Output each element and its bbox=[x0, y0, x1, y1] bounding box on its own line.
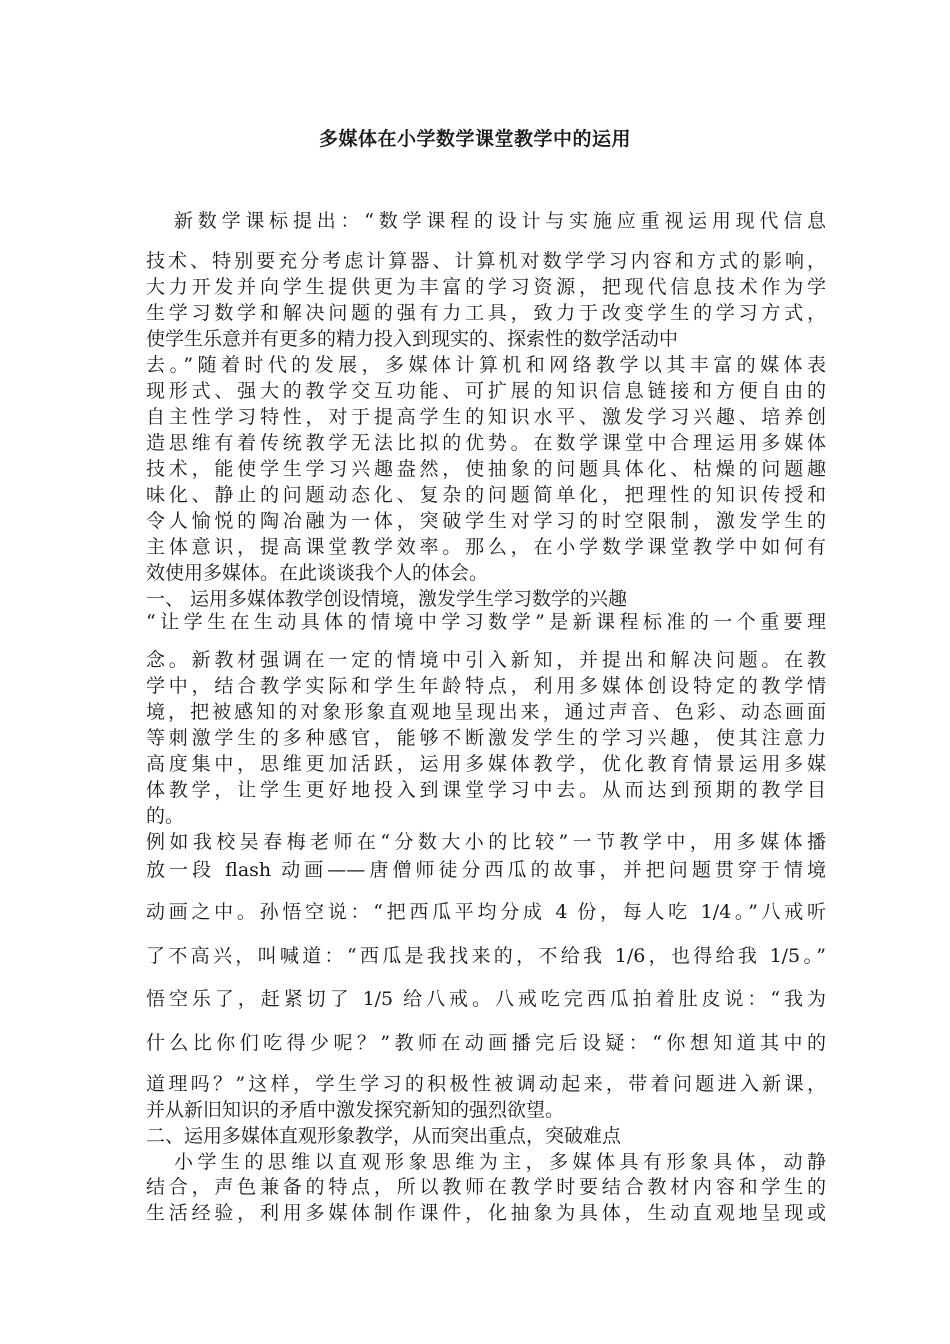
paragraph-line: 味化、静止的问题动态化、复杂的问题简单化，把理性的知识传授和 bbox=[146, 484, 826, 506]
paragraph-line: 体教学，让学生更好地投入到课堂学习中去。从而达到预期的教学目 bbox=[146, 779, 826, 801]
paragraph-line: 了不高兴，叫喊道：“西瓜是我找来的，不给我 1/6，也得给我 1/5。” bbox=[146, 945, 826, 967]
paragraph-line: 现形式、强大的教学交互功能、可扩展的知识信息链接和方便自由的 bbox=[146, 380, 826, 402]
document-title: 多媒体在小学数学课堂教学中的运用 bbox=[318, 128, 631, 150]
paragraph-line: 动画之中。孙悟空说：“把西瓜平均分成 4 份，每人吃 1/4。”八戒听 bbox=[146, 901, 826, 923]
paragraph-line: 小学生的思维以直观形象思维为主，多媒体具有形象具体，动静 bbox=[174, 1151, 826, 1173]
paragraph-line: 技术，能使学生学习兴趣盎然，使抽象的问题具体化、枯燥的问题趣 bbox=[146, 458, 826, 480]
paragraph-line: 例如我校吴春梅老师在“分数大小的比较”一节教学中，用多媒体播 bbox=[146, 831, 826, 853]
paragraph-line: “让学生在生动具体的情境中学习数学”是新课程标准的一个重要理 bbox=[146, 611, 826, 633]
paragraph-line: 技术、特别要充分考虑计算器、计算机对数学学习内容和方式的影响， bbox=[146, 250, 826, 272]
paragraph-line: 并从新旧知识的矛盾中激发探究新知的强烈欲望。 bbox=[146, 1099, 565, 1121]
section-heading: 一、 运用多媒体教学创设情境，激发学生学习数学的兴趣 bbox=[146, 588, 628, 610]
paragraph-line: 等刺激学生的多种感官，能够不断激发学生的学习兴趣，使其注意力 bbox=[146, 727, 826, 749]
paragraph-line: 大力开发并向学生提供更为丰富的学习资源，把现代信息技术作为学 bbox=[146, 276, 826, 298]
paragraph-line: 结合，声色兼备的特点，所以教师在教学时要结合教材内容和学生的 bbox=[146, 1176, 826, 1198]
paragraph-line: 学中，结合教学实际和学生年龄特点，利用多媒体创设特定的教学情 bbox=[146, 675, 826, 697]
paragraph-line: 的。 bbox=[146, 805, 185, 827]
paragraph-line: 高度集中，思维更加活跃，运用多媒体教学，优化教育情景运用多媒 bbox=[146, 753, 826, 775]
paragraph-line: 什么比你们吃得少呢？”教师在动画播完后设疑：“你想知道其中的 bbox=[146, 1032, 826, 1054]
paragraph-line: 道理吗？”这样，学生学习的积极性被调动起来，带着问题进入新课， bbox=[146, 1073, 826, 1095]
paragraph-line: 造思维有着传统教学无法比拟的优势。在数学课堂中合理运用多媒体 bbox=[146, 432, 826, 454]
paragraph-line: 效使用多媒体。在此谈谈我个人的体会。 bbox=[146, 562, 489, 584]
paragraph-line: 念。新教材强调在一定的情境中引入新知，并提出和解决问题。在教 bbox=[146, 649, 826, 671]
section-heading: 二、运用多媒体直观形象教学，从而突出重点，突破难点 bbox=[146, 1125, 622, 1147]
paragraph-line: 使学生乐意并有更多的精力投入到现实的、探索性的数学活动中 bbox=[146, 328, 679, 350]
paragraph-line: 去。”随着时代的发展，多媒体计算机和网络教学以其丰富的媒体表 bbox=[146, 354, 826, 376]
paragraph-line: 生活经验，利用多媒体制作课件，化抽象为具体，生动直观地呈现或 bbox=[146, 1202, 826, 1224]
paragraph-line: 放一段 flash 动画——唐僧师徒分西瓜的故事，并把问题贯穿于情境 bbox=[146, 859, 826, 881]
paragraph-line: 主体意识，提高课堂教学效率。那么，在小学数学课堂教学中如何有 bbox=[146, 536, 826, 558]
paragraph-line: 令人愉悦的陶冶融为一体，突破学生对学习的时空限制，激发学生的 bbox=[146, 510, 826, 532]
paragraph-line: 境，把被感知的对象形象直观地呈现出来，通过声音、色彩、动态画面 bbox=[146, 701, 826, 723]
paragraph-line: 悟空乐了，赶紧切了 1/5 给八戒。八戒吃完西瓜拍着肚皮说：“我为 bbox=[146, 988, 826, 1010]
paragraph-line: 生学习数学和解决问题的强有力工具，致力于改变学生的学习方式， bbox=[146, 302, 826, 324]
paragraph-line: 自主性学习特性，对于提高学生的知识水平、激发学习兴趣、培养创 bbox=[146, 406, 826, 428]
paragraph-line: 新数学课标提出：“数学课程的设计与实施应重视运用现代信息 bbox=[174, 210, 826, 232]
